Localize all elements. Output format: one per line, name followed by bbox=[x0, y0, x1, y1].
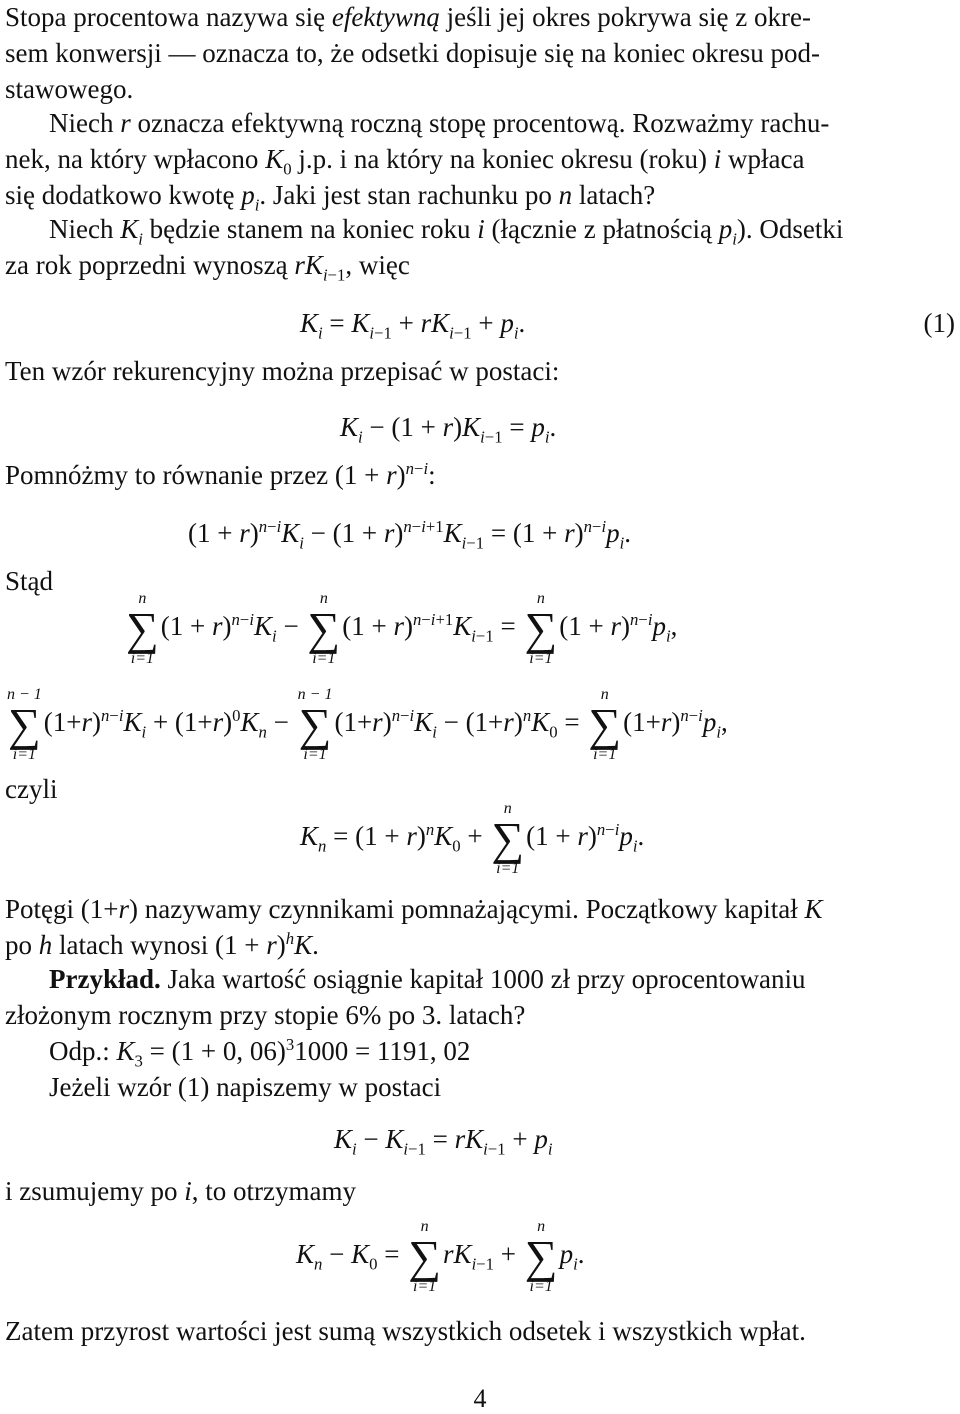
example-text: Jaka wartość osiągnie kapitał 1000 zł przy oprocentowaniu bbox=[160, 964, 806, 994]
text-recurrence: Ten wzór rekurencyjny można przepisać w postaci: bbox=[5, 356, 560, 386]
equation-2: $K_i - (1 + r)K_{i-1} = p_i$. bbox=[340, 412, 557, 447]
paragraph-1-line-2: sem konwersji — oznacza to, że odsetki dopisuje się na koniec okresu pod- bbox=[5, 38, 821, 68]
sum-symbol: n ∑ i=1 bbox=[408, 1218, 442, 1295]
example-answer: Odp.: $K_3 = (1 + 0$, 06)$^3$1000 = 1191, 02 bbox=[49, 1035, 471, 1071]
sum-symbol: n ∑ i=1 bbox=[588, 686, 622, 763]
paragraph-2-line-3: się dodatkowo kwotę $p_i$. Jaki jest stan rachunku po n latach? bbox=[5, 180, 656, 215]
example-label: Przykład. bbox=[49, 964, 161, 994]
text-rewrite: Jeżeli wzór (1) napiszemy w postaci bbox=[49, 1072, 442, 1102]
paragraph-4-line-1: Potęgi (1+r) nazywamy czynnikami pomnażającymi. Początkowy kapitał K bbox=[5, 894, 823, 924]
sum-symbol: n ∑ i=1 bbox=[524, 1218, 558, 1295]
text-czyli: czyli bbox=[5, 774, 58, 804]
text-stad: Stąd bbox=[5, 566, 54, 596]
equation-4: n ∑ i=1 $(1 + r)^{n-i}K_i$ − n ∑ i=1 $(1 + r)^{n-i+1}K_{i-1}$ = n ∑ i=1 $(1 + r)^{n-i}p_i$, bbox=[126, 590, 678, 667]
text-sum: i zsumujemy po i, to otrzymamy bbox=[5, 1176, 356, 1206]
sum-symbol: n − 1 ∑ i=1 bbox=[7, 686, 42, 763]
example-line-1 bbox=[5, 962, 955, 996]
example-line-2: złożonym rocznym przy stopie 6% po 3. latach? bbox=[5, 1000, 526, 1030]
paragraph-2-line-1: Niech r oznacza efektywną roczną stopę procentową. Rozważmy rachu- bbox=[49, 108, 830, 138]
equation-7: $K_i - K_{i-1} = rK_{i-1} + p_i$ bbox=[334, 1124, 553, 1159]
text-multiply: Pomnóżmy to równanie przez $(1 + r)^{n-i}$: bbox=[5, 459, 436, 490]
page-number: 4 bbox=[473, 1384, 487, 1413]
equation-1-number: (1) bbox=[923, 308, 955, 338]
paragraph-1-line-3: stawowego. bbox=[5, 74, 134, 104]
equation-6: $K_n = (1 + r)^nK_0$ + n ∑ i=1 $(1 + r)^{n-i}p_i$. bbox=[300, 800, 645, 877]
equation-1: $K_i = K_{i-1} + rK_{i-1} + p_i$. bbox=[300, 308, 526, 343]
sum-symbol: n − 1 ∑ i=1 bbox=[297, 686, 333, 763]
paragraph-4-line-2: po h latach wynosi $(1 + r)^hK$. bbox=[5, 929, 319, 960]
paragraph-3-line-1: Niech $K_i$ będzie stanem na koniec roku i (łącznie z płatnością $p_i$). Odsetki bbox=[49, 214, 844, 249]
text-final: Zatem przyrost wartości jest sumą wszystkich odsetek i wszystkich wpłat. bbox=[5, 1316, 806, 1346]
paragraph-1-line-1: Stopa procentowa nazywa się efektywną jeśli jej okres pokrywa się z okre- bbox=[5, 2, 811, 32]
sum-symbol: n ∑ i=1 bbox=[524, 590, 558, 667]
sum-symbol: n ∑ i=1 bbox=[491, 800, 525, 877]
paragraph-3-line-2: za rok poprzedni wynoszą $rK_{i-1}$, więc bbox=[5, 250, 410, 285]
sum-symbol: n ∑ i=1 bbox=[307, 590, 341, 667]
equation-3: $(1 + r)^{n-i}K_i - (1 + r)^{n-i+1}K_{i-1} = (1 + r)^{n-i}p_i$. bbox=[188, 517, 631, 553]
equation-5: n − 1 ∑ i=1 $(1+r)^{n-i}K_i + (1+r)^0K_n$ − n − 1 ∑ i=1 $(1+r)^{n-i}K_i - (1+r)^nK_0$ = n ∑ i=1 $(1+r)^{n-i}p_i$, bbox=[7, 686, 728, 763]
equation-8: $K_n - K_0$ = n ∑ i=1 $rK_{i-1}$ + n ∑ i=1 $p_i$. bbox=[296, 1218, 585, 1295]
sum-symbol: n ∑ i=1 bbox=[126, 590, 159, 667]
paragraph-2-line-2: nek, na który wpłacono $K_0$ j.p. i na który na koniec okresu (roku) i wpłaca bbox=[5, 144, 805, 179]
